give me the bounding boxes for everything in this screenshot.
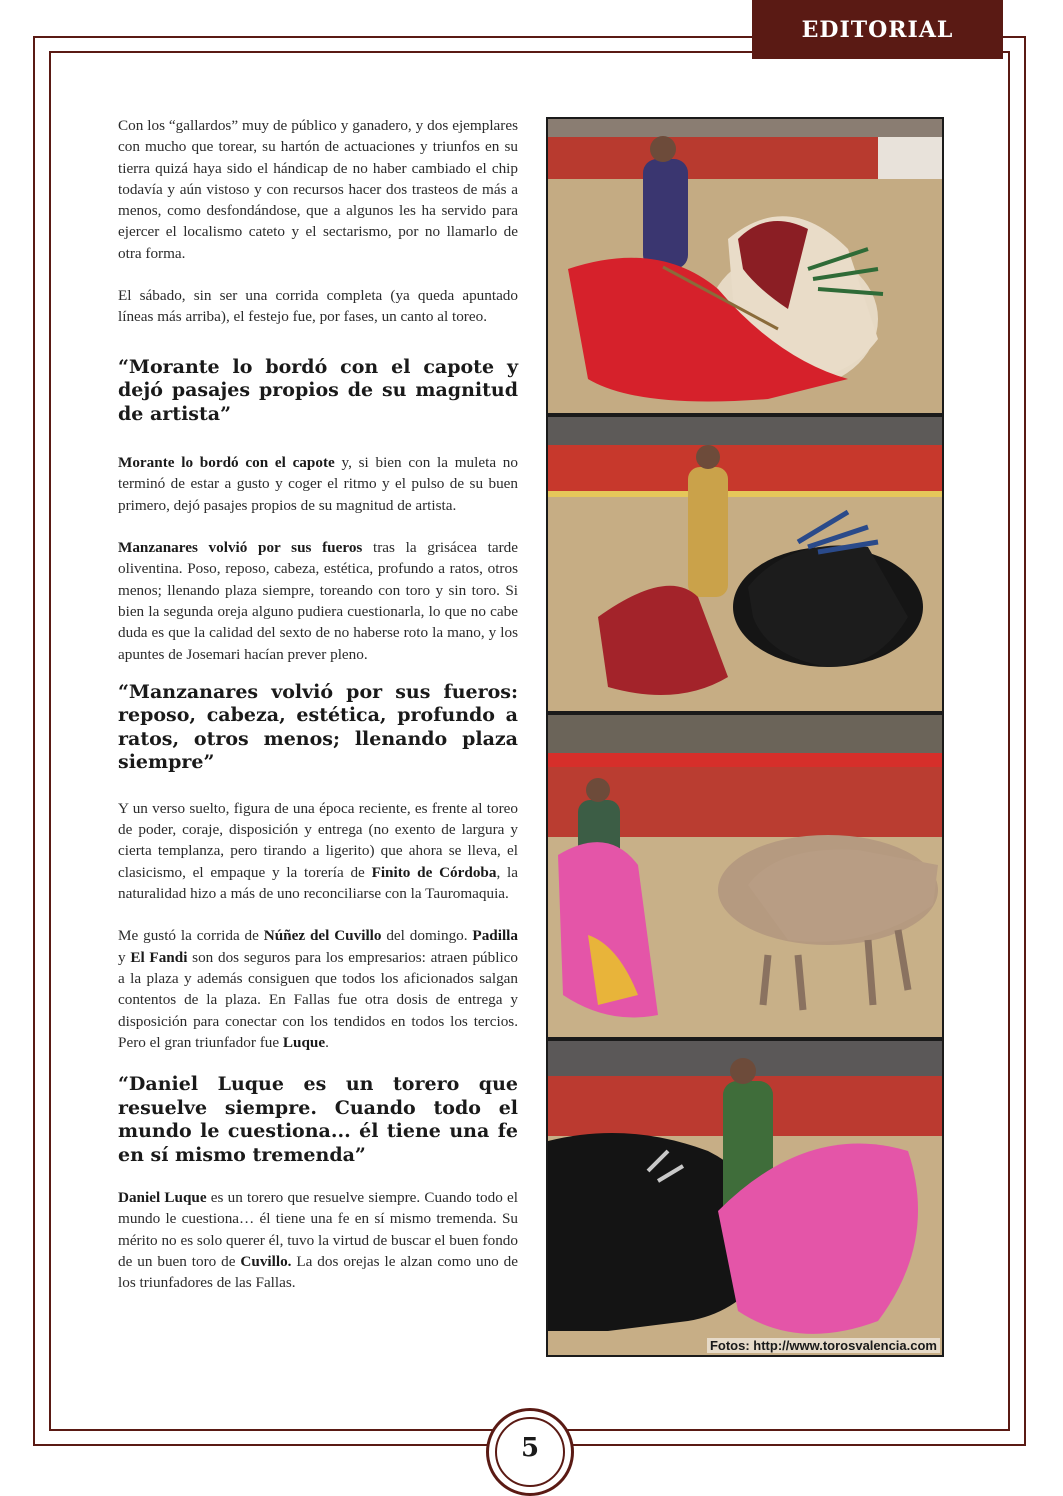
highlight-padilla: Padilla (472, 927, 518, 945)
photo-manzanares (548, 417, 942, 711)
paragraph-7: Daniel Luque es un torero que resuelve siempre. Cuando todo el mundo le cuestiona… él tiene una fe en sí mismo tremenda. Su mérito no es solo querer él, tuvo la virtud de buscar el buen fondo de un buen toro de Cuvillo. La dos orejas le alzan como uno de los triunfadores de las Fallas. (118, 1189, 519, 1292)
highlight-cuvillo: Núñez del Cuvillo (263, 927, 382, 945)
highlight-morante: Morante lo bordó con el capote (118, 454, 335, 472)
pull-quote-morante: “Morante lo bordó con el capote y dejó pasajes propios de su magnitud de artista” (118, 355, 518, 425)
paragraph-6: Me gustó la corrida de Núñez del Cuvillo del domingo. Padilla y El Fandi son dos seguros para los empresarios: atraen público a la plaza y además consiguen que todos los aficionados salgan contentos de la plaza. En Fallas fue otra dosis de entrega y disposición para conectar con los tendidos en todos los tercios. Pero el gran triunfador fue Luque. (118, 927, 519, 1051)
section-title: EDITORIAL (801, 16, 954, 43)
photo-credit: Fotos: http://www.torosvalencia.com (707, 1338, 940, 1353)
page-number-badge (486, 1408, 574, 1496)
highlight-fandi: El Fandi (130, 948, 188, 966)
section-tab (752, 0, 1003, 59)
photo-finito (548, 715, 942, 1037)
paragraph-2: El sábado, sin ser una corrida completa (ya queda apuntado líneas más arriba), el festejo fue, por fases, un canto al toreo. (118, 287, 518, 326)
pull-quote-luque: “Daniel Luque es un torero que resuelve siempre. Cuando todo el mundo le cuestiona... él tiene una fe en sí mismo tremenda” (118, 1073, 518, 1166)
highlight-manzanares: Manzanares volvió por sus fueros (118, 539, 363, 557)
pull-quote-manzanares: “Manzanares volvió por sus fueros: reposo, cabeza, estética, profundo a ratos, otros menos; llenando plaza siempre” (118, 680, 518, 774)
paragraph-4: Manzanares volvió por sus fueros tras la grisácea tarde oliventina. Poso, reposo, cabeza, estética, profundo a ratos, otros menos; llenando plaza siempre, toreando con toro y sin toro. Si bien la segunda oreja alguno pudiera cuestionarla, lo que no cabe duda es que la calidad del sexto de no haberse roto la mano, y los apuntes de Josemari hacían prever pleno. (118, 539, 518, 663)
highlight-cuvillo-2: Cuvillo. (240, 1253, 292, 1270)
page-number: 5 (520, 1433, 540, 1463)
paragraph-3: Morante lo bordó con el capote y, si bien con la muleta no terminó de estar a gusto y coger el ritmo y el pulso de su buen primero, dejó pasajes propios de su magnitud de artista. (118, 454, 518, 514)
photo-column (546, 117, 944, 1357)
photo-luque (548, 1041, 942, 1355)
photo-morante (548, 119, 942, 413)
article-body (118, 115, 518, 1294)
highlight-daniel-luque: Daniel Luque (118, 1189, 207, 1207)
paragraph-5: Y un verso suelto, figura de una época reciente, es frente al toreo de poder, coraje, disposición y entrega (no exento de largura y cierta templanza, pero tirando a ligerito) que ahora se lleva, el clasicismo, el empaque y la torería de Finito de Córdoba, la naturalidad hizo a más de uno reconciliarse con la Tauromaquia. (118, 799, 519, 903)
paragraph-1: Con los “gallardos” muy de público y ganadero, y dos ejemplares con mucho que torear, su hartón de actuaciones y triunfos en su tierra quizá haya sido el hándicap de no haber cambiado el chip todavía y aún vistoso y con recursos hacer dos trasteos de más a menos, como desfondándose, que a algunos les ha servido para ejercer el localismo cateto y el sectarismo, por no llamarlo de otra forma. (118, 117, 518, 262)
highlight-finito: Finito de Córdoba (371, 863, 497, 881)
highlight-luque: Luque (282, 1033, 326, 1051)
page-number-ring (495, 1417, 565, 1487)
